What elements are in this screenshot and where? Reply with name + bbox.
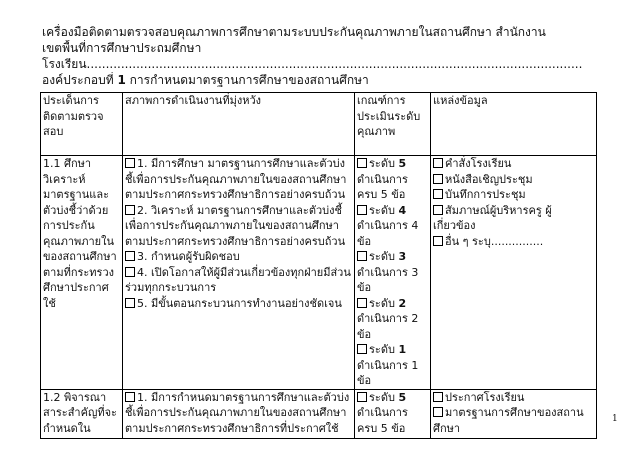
evidence-item: ประกาศโรงเรียน	[433, 390, 594, 406]
school-line	[42, 56, 622, 72]
evidence-item: บันทึกการประชุม	[433, 187, 594, 203]
evidence-cell	[431, 156, 597, 390]
header-issue: ประเด็นการติดตามตรวจสอบ	[41, 93, 123, 156]
document-header	[42, 24, 622, 88]
criteria-level: ระดับ 2 ดำเนินการ 2 ข้อ	[357, 296, 419, 341]
assessment-table	[40, 92, 597, 439]
checkbox[interactable]	[125, 267, 135, 277]
expected-item: 3. กำหนดผู้รับผิดชอบ	[125, 249, 352, 265]
evidence-item: มาตรฐานการศึกษาของสถานศึกษา	[433, 406, 584, 435]
document-title-line2: เขตพื้นที่การศึกษาประถมศึกษา	[42, 41, 202, 55]
school-label: โรงเรียน	[42, 57, 87, 71]
expected-item: 5. มีขั้นตอนกระบวนการทำงานอย่างชัดเจน	[125, 296, 352, 312]
expected-item: 1. มีการกำหนดมาตรฐานการศึกษาและตัวบ่งชี้เพื่อการประกันคุณภาพภายในของสถานศึกษาตามประกาศกระทรวงศึกษาธิการที่ประกาศใช้	[125, 390, 350, 435]
evidence-item: คำสั่งโรงเรียน	[433, 156, 594, 172]
expected-item: 2. วิเคราะห์ มาตรฐานการศึกษาและตัวบ่งชี้เพื่อการประกันคุณภาพภายในของสถานศึกษาตามประกาศกระทรวงศึกษาธิการอย่างครบถ้วน	[125, 203, 346, 248]
issue-cell: 1.2 พิจารณาสาระสำคัญที่จะกำหนดใน	[41, 389, 123, 438]
criteria-level: ระดับ 3 ดำเนินการ 3 ข้อ	[357, 250, 419, 294]
checkbox[interactable]	[357, 298, 367, 308]
checkbox[interactable]	[125, 158, 135, 168]
header-evidence: แหล่งข้อมูล	[431, 93, 597, 156]
document-title-line1: เครื่องมือติดตามตรวจสอบคุณภาพการศึกษาตามระบบประกันคุณภาพภายในสถานศึกษา สำนักงาน	[42, 25, 546, 39]
checkbox[interactable]	[357, 392, 367, 402]
school-name-blank: ..................................................................................................................................	[86, 57, 583, 71]
checkbox[interactable]	[357, 158, 367, 168]
expected-cell	[123, 156, 355, 390]
issue-cell: 1.1 ศึกษาวิเคราะห์มาตรฐานและตัวบ่งชี้ว่าด้วยการประกันคุณภาพภายในของสถานศึกษาตามที่กระทรวงศึกษาประกาศใช้	[41, 156, 123, 390]
evidence-item: อื่น ๆ ระบุ...............	[433, 234, 594, 250]
header-expected: สภาพการดำเนินงานที่มุ่งหวัง	[123, 93, 355, 156]
criteria-level: ระดับ 1 ดำเนินการ 1 ข้อ	[357, 343, 419, 387]
checkbox[interactable]	[357, 251, 367, 261]
component-prefix: องค์ประกอบที่	[42, 73, 114, 87]
criteria-cell	[355, 389, 431, 438]
criteria-cell	[355, 156, 431, 390]
page-number: 1	[612, 414, 618, 424]
table-row	[41, 156, 597, 390]
criteria-level: ระดับ 5 ดำเนินการครบ 5 ข้อ	[357, 390, 408, 435]
expected-item: 1. มีการศึกษา มาตรฐานการศึกษาและตัวบ่งชี้เพื่อการประกันคุณภาพภายในของสถานศึกษาตามประกาศกระทรวงศึกษาธิการอย่างครบถ้วน	[125, 157, 347, 201]
table-header-row	[41, 93, 597, 156]
checkbox[interactable]	[433, 392, 443, 402]
table-row	[41, 389, 597, 438]
checkbox[interactable]	[125, 298, 135, 308]
checkbox[interactable]	[433, 205, 443, 215]
checkbox[interactable]	[433, 236, 443, 246]
checkbox[interactable]	[433, 158, 443, 168]
checkbox[interactable]	[357, 205, 367, 215]
component-number: 1	[117, 73, 126, 87]
checkbox[interactable]	[357, 344, 367, 354]
component-line	[42, 72, 622, 88]
criteria-level: ระดับ 4 ดำเนินการ 4 ข้อ	[357, 203, 419, 248]
evidence-item: สัมภาษณ์ผู้บริหารครู ผู้เกี่ยวข้อง	[433, 203, 552, 232]
checkbox[interactable]	[125, 251, 135, 261]
expected-cell	[123, 389, 355, 438]
criteria-level: ระดับ 5 ดำเนินการครบ 5 ข้อ	[357, 157, 408, 201]
checkbox[interactable]	[433, 174, 443, 184]
checkbox[interactable]	[433, 189, 443, 199]
header-criteria: เกณฑ์การประเมินระดับคุณภาพ	[355, 93, 431, 156]
checkbox[interactable]	[125, 205, 135, 215]
evidence-cell	[431, 389, 597, 438]
checkbox[interactable]	[433, 407, 443, 417]
checkbox[interactable]	[125, 392, 135, 402]
evidence-item: หนังสือเชิญประชุม	[433, 172, 594, 188]
component-text: การกำหนดมาตรฐานการศึกษาของสถานศึกษา	[129, 73, 369, 87]
expected-item: 4. เปิดโอกาสให้ผู้มีส่วนเกี่ยวข้องทุกฝ่ายมีส่วนร่วมทุกกระบวนการ	[125, 265, 351, 294]
